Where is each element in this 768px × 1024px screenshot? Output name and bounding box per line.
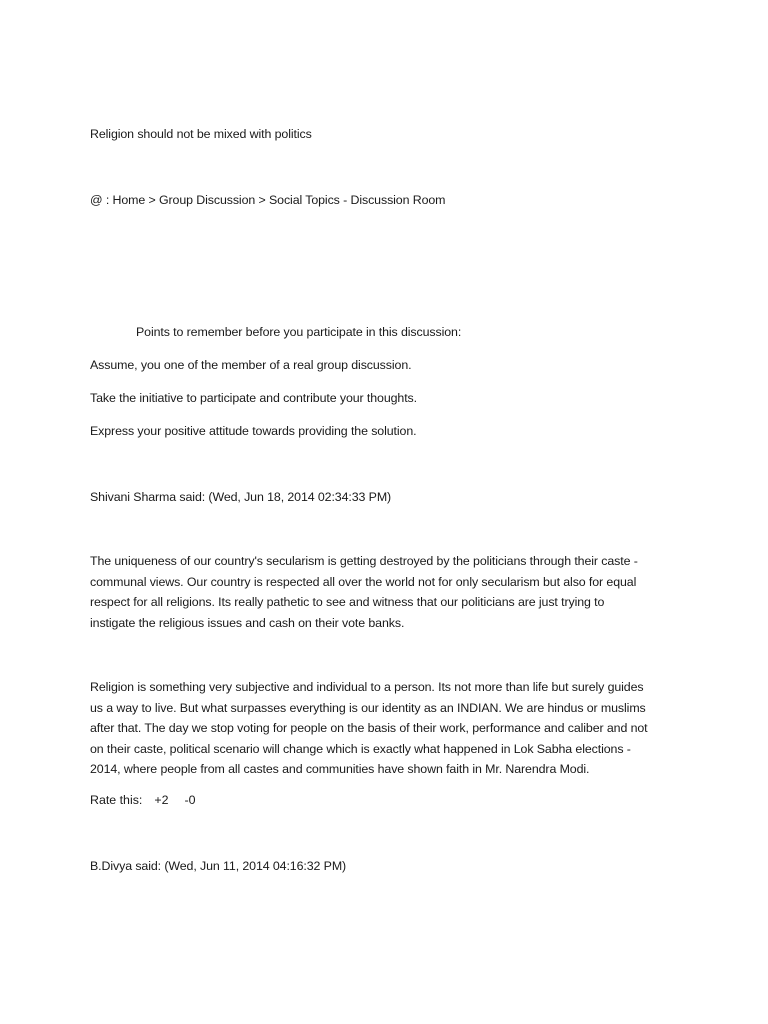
comment-paragraph: The uniqueness of our country's secularism is getting destroyed by the politicians through their caste - communal views. Our country is respected all over the world not for only secularism but also for equal respect for all religions. Its really pathetic to see and witness that our politicians are just trying to instigate the religious issues and cash on their vote banks. bbox=[90, 554, 638, 630]
comment-author-line: Shivani Sharma said: (Wed, Jun 18, 2014 02:34:33 PM) bbox=[90, 490, 392, 504]
breadcrumb: @ : Home > Group Discussion > Social Topics - Discussion Room bbox=[90, 193, 446, 207]
page-title: Religion should not be mixed with politics bbox=[90, 127, 312, 141]
point-item: Assume, you one of the member of a real group discussion. bbox=[90, 358, 412, 372]
comment-paragraph: Religion is something very subjective and individual to a person. Its not more than life but surely guides us a way to live. But what surpasses everything is our identity as an INDIAN. We are hindus or muslims after that. The day we stop voting for people on the basis of their work, performance and caliber and not on their caste, political scenario will change which is exactly what happened in Lok Sabha elections - 2014, where people from all castes and communities have shown faith in Mr. Narendra Modi. bbox=[90, 680, 648, 776]
rate-down-link[interactable]: -0 bbox=[184, 793, 196, 807]
rate-label: Rate this: bbox=[90, 793, 143, 807]
rate-up-link[interactable]: +2 bbox=[154, 793, 169, 807]
rating-row bbox=[90, 790, 196, 810]
point-item: Take the initiative to participate and contribute your thoughts. bbox=[90, 391, 417, 405]
point-item: Express your positive attitude towards providing the solution. bbox=[90, 424, 417, 438]
points-heading: Points to remember before you participate in this discussion: bbox=[136, 325, 462, 339]
comment-author-line: B.Divya said: (Wed, Jun 11, 2014 04:16:32 PM) bbox=[90, 859, 347, 873]
